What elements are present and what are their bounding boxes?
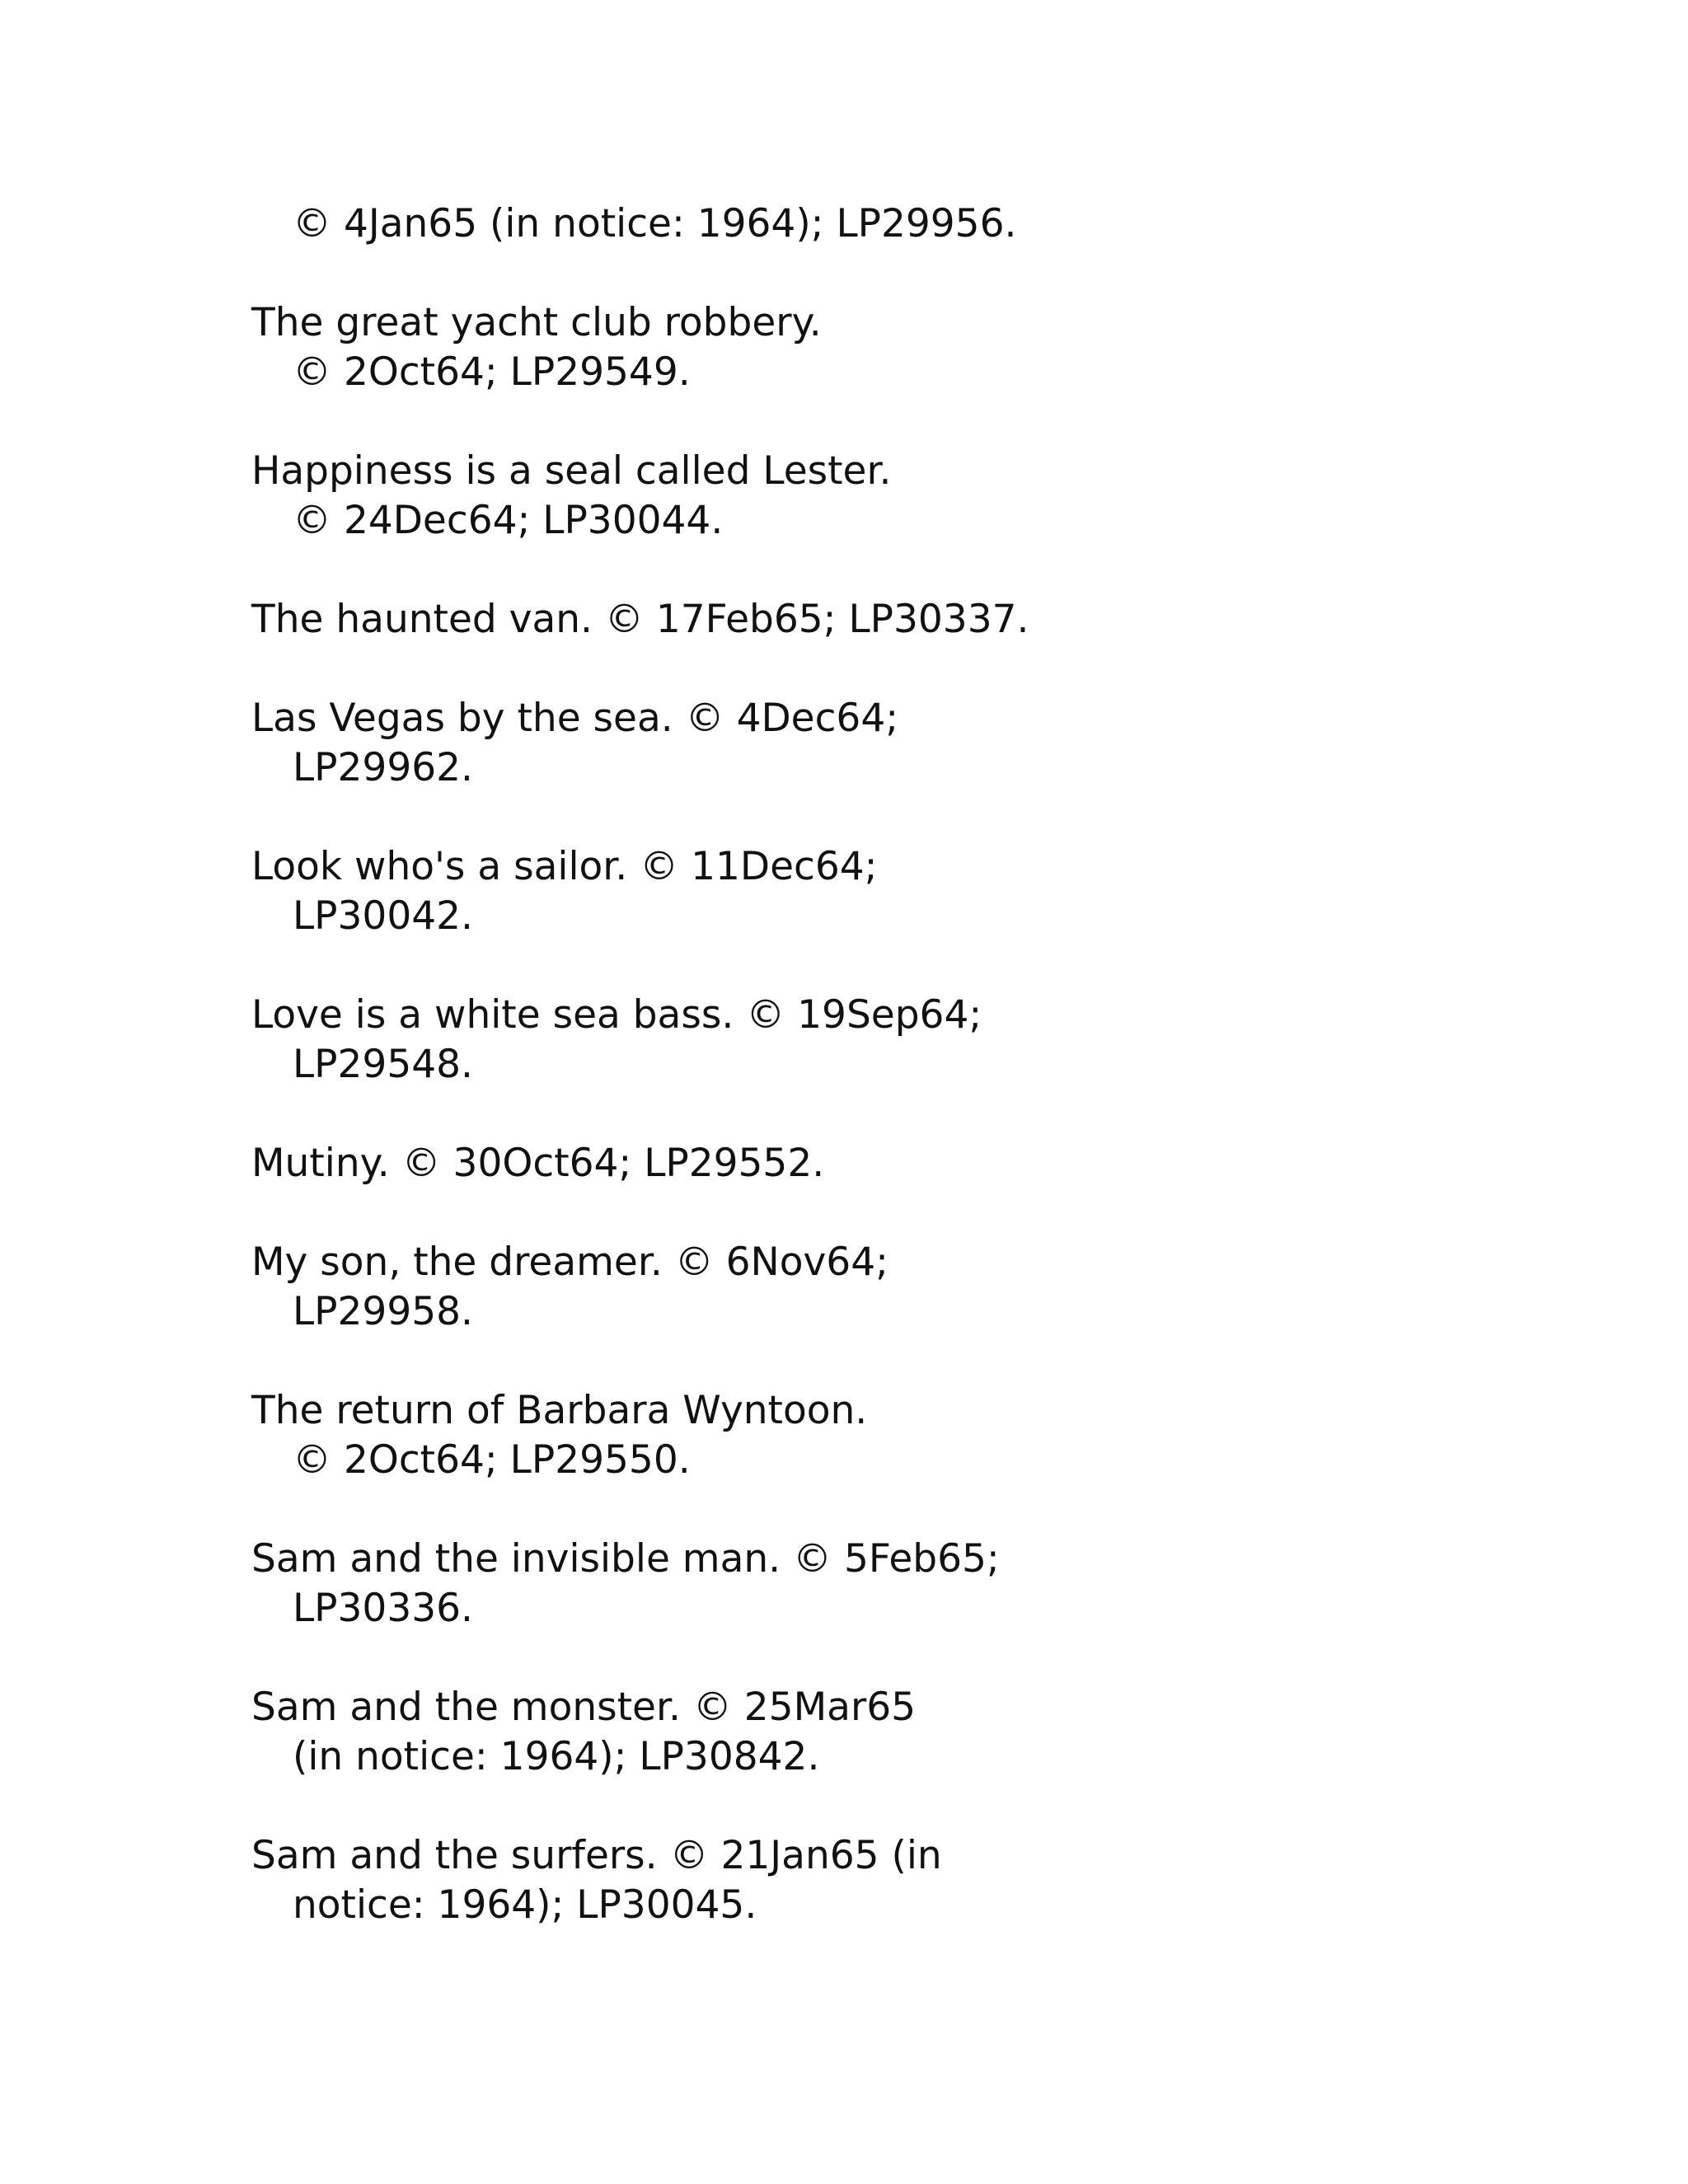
entry-title: Love is a white sea bass. © 19Sep64; [251, 992, 982, 1038]
entry [251, 1139, 1323, 1188]
entry [251, 199, 1323, 249]
entry-title: Happiness is a seal called Lester. [251, 448, 892, 494]
entry-title: Sam and the surfers. © 21Jan65 (in [251, 1833, 942, 1878]
entry-continuation: LP29962. [293, 745, 473, 790]
entry-list [251, 199, 1323, 1980]
entry-continuation: © 2Oct64; LP29550. [293, 1437, 691, 1483]
entry [251, 694, 1323, 793]
entry [251, 447, 1323, 546]
entry-title: My son, the dreamer. © 6Nov64; [251, 1240, 889, 1285]
entry [251, 1831, 1323, 1930]
entry-title: The return of Barbara Wyntoon. [251, 1388, 868, 1433]
entry-title: Las Vegas by the sea. © 4Dec64; [251, 696, 899, 741]
entry [251, 1386, 1323, 1485]
entry [251, 1683, 1323, 1782]
entry-continuation: LP29548. [293, 1042, 473, 1087]
entry-continuation: (in notice: 1964); LP30842. [293, 1734, 820, 1779]
entry-continuation: © 24Dec64; LP30044. [293, 498, 724, 543]
entry-line: © 4Jan65 (in notice: 1964); LP29956. [293, 201, 1017, 246]
entry [251, 298, 1323, 397]
entry [251, 1535, 1323, 1633]
entry [251, 991, 1323, 1090]
entry [251, 595, 1323, 644]
entry-title: Mutiny. © 30Oct64; LP29552. [251, 1141, 825, 1186]
entry-continuation: © 2Oct64; LP29549. [293, 349, 691, 395]
entry [251, 1238, 1323, 1337]
entry-title: Look who's a sailor. © 11Dec64; [251, 844, 878, 889]
entry-continuation: LP30042. [293, 893, 473, 939]
entry-title: Sam and the monster. © 25Mar65 [251, 1685, 917, 1730]
entry-title: Sam and the invisible man. © 5Feb65; [251, 1536, 1000, 1582]
entry [251, 842, 1323, 941]
entry-continuation: LP30336. [293, 1586, 473, 1631]
entry-title: The haunted van. © 17Feb65; LP30337. [251, 597, 1029, 642]
entry-title: The great yacht club robbery. [251, 300, 822, 345]
entry-continuation: notice: 1964); LP30045. [293, 1882, 757, 1928]
entry-continuation: LP29958. [293, 1289, 473, 1334]
